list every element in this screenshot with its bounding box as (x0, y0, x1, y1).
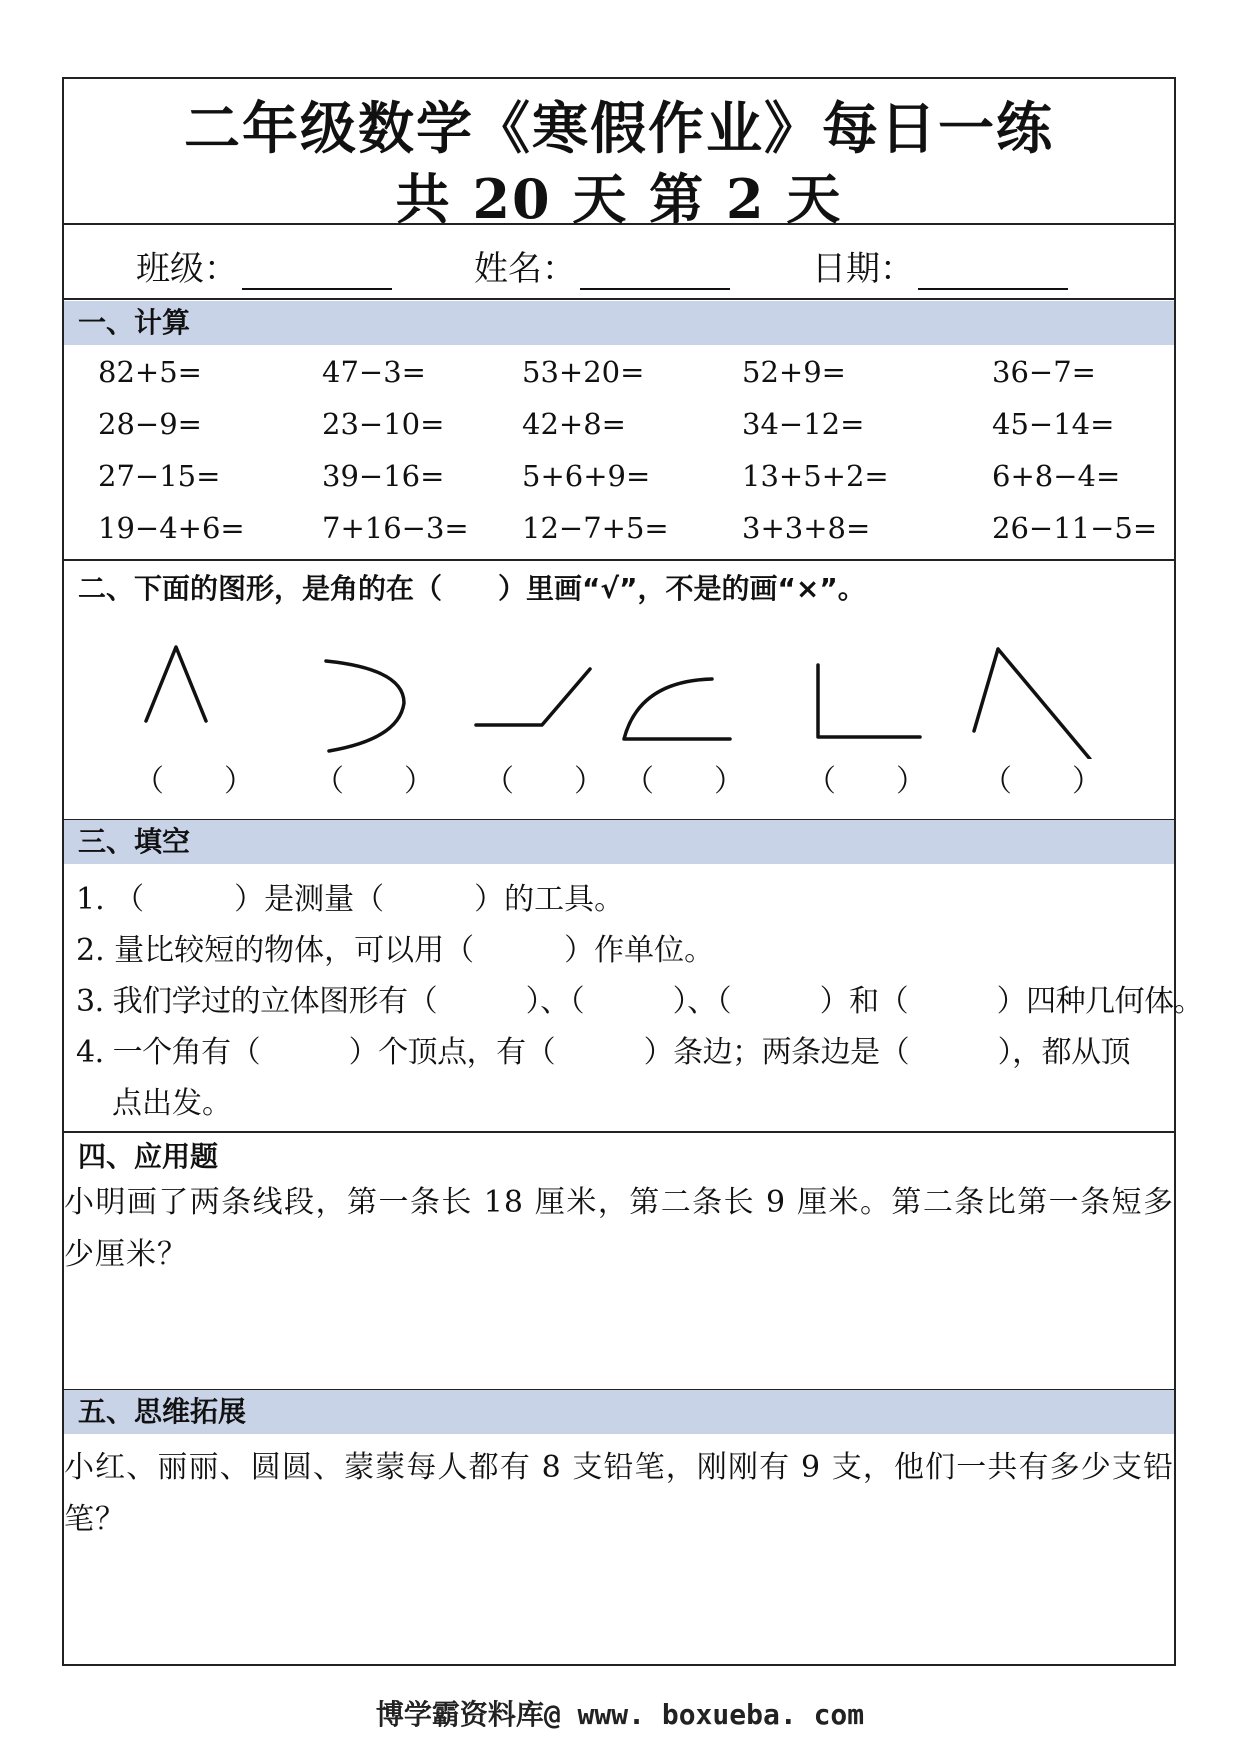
word-problem-text: 小明画了两条线段，第一条长 18 厘米，第二条长 9 厘米。第二条比第一条短多少厘米？ (64, 1185, 1174, 1272)
calc-problem[interactable]: 52+9= (742, 355, 846, 389)
figure-1-angle (146, 647, 206, 721)
divider (64, 559, 1174, 561)
date-blank[interactable] (918, 252, 1068, 290)
fill-item-3[interactable]: 3. 我们学过的立体图形有（ ）、（ ）、（ ）和（ ）四种几何体。 (76, 984, 1204, 1019)
calc-problem[interactable]: 27−15= (98, 459, 221, 493)
name-field[interactable] (474, 241, 730, 290)
figure-6-angle (974, 649, 1090, 759)
calc-problem[interactable]: 23−10= (322, 407, 445, 441)
section-word-header: 四、应用题 (78, 1140, 219, 1173)
figure-5-right-angle (818, 665, 920, 737)
class-field[interactable] (136, 241, 392, 290)
figure-4-curve-line (624, 679, 730, 739)
date-field[interactable] (812, 241, 1068, 290)
answer-paren-4[interactable]: （ ） (624, 764, 744, 799)
class-label: 班级： (136, 249, 238, 289)
calc-problem[interactable]: 19−4+6= (98, 511, 245, 545)
date-label: 日期： (812, 249, 914, 289)
fill-item-1[interactable]: 1. （ ）是测量（ ）的工具。 (76, 882, 625, 917)
answer-paren-1[interactable]: （ ） (134, 764, 254, 799)
answer-paren-2[interactable]: （ ） (314, 764, 434, 799)
worksheet-title: 二年级数学《寒假作业》每日一练 (184, 96, 1054, 162)
calc-problem[interactable]: 6+8−4= (992, 459, 1121, 493)
figure-2-curve (326, 661, 404, 751)
calc-problem[interactable]: 7+16−3= (322, 511, 469, 545)
thinking-problem-text: 小红、丽丽、圆圆、蒙蒙每人都有 8 支铅笔，刚刚有 9 支，他们一共有多少支铅笔？ (64, 1450, 1174, 1537)
calc-problem[interactable]: 45−14= (992, 407, 1115, 441)
student-info-row (64, 225, 1174, 300)
calc-problem[interactable]: 36−7= (992, 355, 1096, 389)
figure-3-bent-line (476, 669, 590, 725)
calc-problem[interactable]: 12−7+5= (522, 511, 669, 545)
calc-problem[interactable]: 5+6+9= (522, 459, 651, 493)
worksheet (62, 77, 1204, 1666)
fill-item-2[interactable]: 2. 量比较短的物体，可以用（ ）作单位。 (76, 933, 715, 968)
calc-problem[interactable]: 28−9= (98, 407, 202, 441)
calc-problem[interactable]: 39−16= (322, 459, 445, 493)
section-calc-header: 一、计算 (64, 301, 1174, 345)
divider (64, 1131, 1174, 1133)
calc-problem[interactable]: 13+5+2= (742, 459, 889, 493)
worksheet-subtitle: 共 20 天 第 2 天 (395, 167, 843, 231)
name-label: 姓名： (474, 249, 576, 289)
calc-problem[interactable]: 26−11−5= (992, 511, 1158, 545)
calc-problem[interactable]: 47−3= (322, 355, 426, 389)
angle-figures (64, 609, 1174, 759)
calc-problem[interactable]: 82+5= (98, 355, 202, 389)
answer-paren-6[interactable]: （ ） (982, 764, 1102, 799)
section-fill-header: 三、填空 (64, 820, 1174, 864)
fill-item-4-cont: 点出发。 (112, 1086, 232, 1121)
title-block (64, 79, 1174, 231)
answer-paren-3[interactable]: （ ） (484, 764, 604, 799)
section-thinking-header: 五、思维拓展 (64, 1390, 1174, 1434)
class-blank[interactable] (242, 252, 392, 290)
footer-watermark: 博学霸资料库@ www. boxueba. com (375, 1698, 865, 1731)
answer-paren-5[interactable]: （ ） (806, 764, 926, 799)
calc-problem[interactable]: 34−12= (742, 407, 865, 441)
calc-problem[interactable]: 53+20= (522, 355, 645, 389)
fill-item-4[interactable]: 4. 一个角有（ ）个顶点，有（ ）条边；两条边是（ ），都从顶 (76, 1035, 1131, 1070)
calc-problem[interactable]: 3+3+8= (742, 511, 871, 545)
calc-problem[interactable]: 42+8= (522, 407, 626, 441)
name-blank[interactable] (580, 252, 730, 290)
section-angle-header: 二、下面的图形，是角的在（ ）里画“√”，不是的画“×”。 (78, 572, 866, 605)
